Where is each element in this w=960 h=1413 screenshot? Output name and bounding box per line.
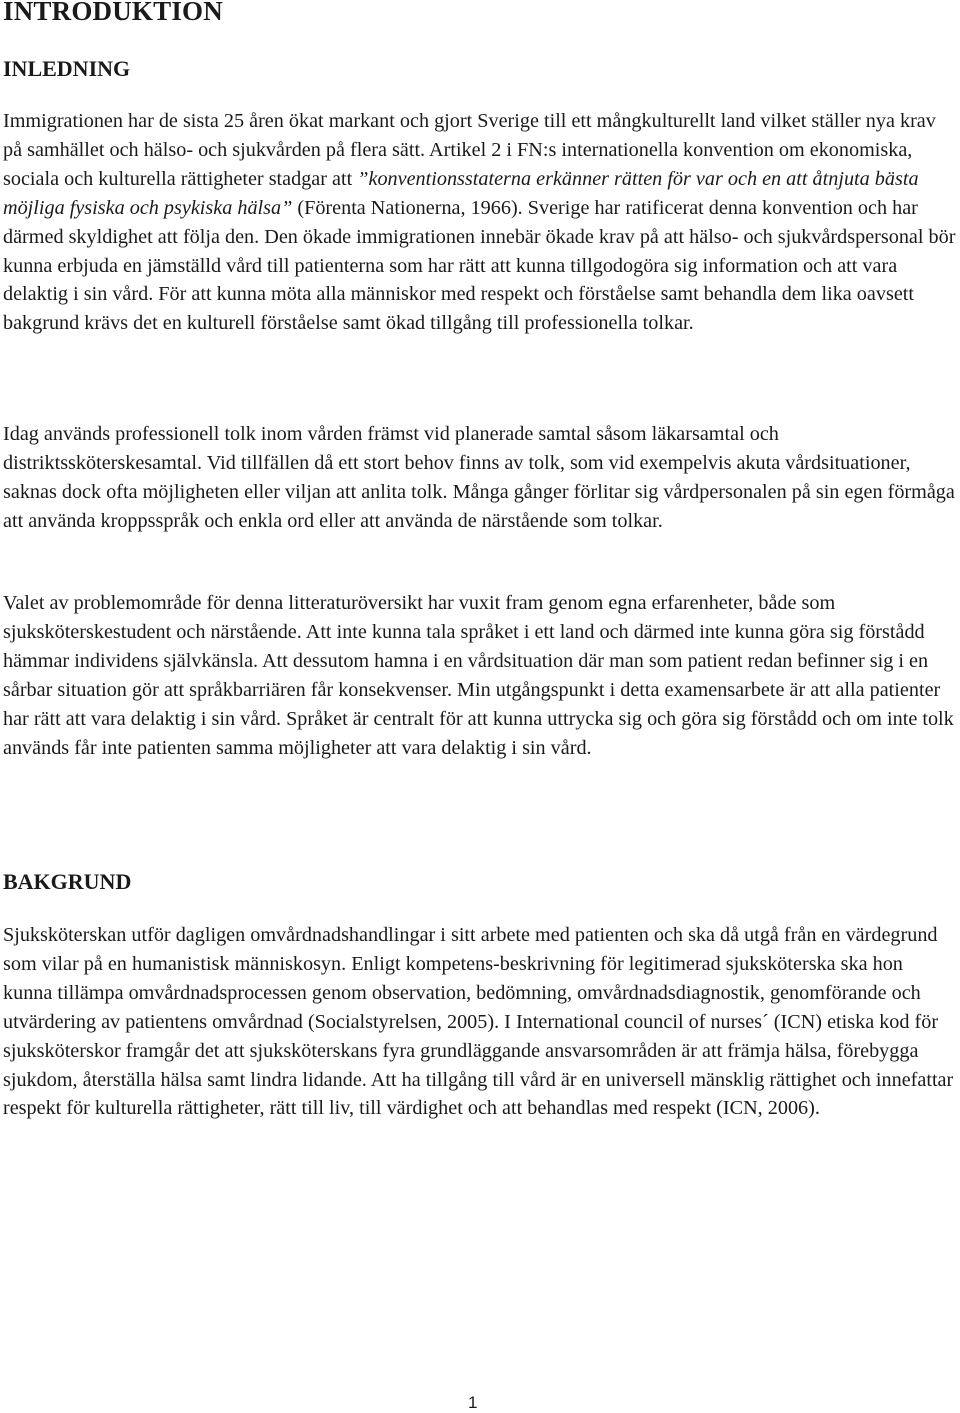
paragraph-text: (Förenta Nationerna, 1966). Sverige har ratificerat denna konvention och har därmed skyldighet att följa den. Den ökade immigrationen innebär ökade krav på att hälso- och sjukvårdspersonal bör kunna erbjuda en jämställd vård till patienterna som har rätt att kunna tillgodogöra sig information och att vara delaktig i sin vård. För att kunna möta alla människor med respekt och förståelse samt behandla dem lika oavsett bakgrund krävs det en kulturell förståelse samt ökad tillgång till professionella tolkar. — [3, 196, 956, 335]
convention-quote: ”konventionsstaterna erkänner rätten för var och en att åtnjuta bästa möjliga fysiska och psykiska hälsa” — [3, 167, 919, 219]
paragraph-problem-area: Valet av problemområde för denna litteraturöversikt har vuxit fram genom egna erfarenheter, både som sjuksköterskestudent och närstående. Att inte kunna tala språket i ett land och därmed inte kunna göra sig förstådd hämmar individens självkänsla. Att dessutom hamna i en vårdsituation där man som patient redan befinner sig i en sårbar situation gör att språkbarriären får konsekvenser. Min utgångspunkt i detta examensarbete är att alla patienter har rätt att vara delaktig i sin vård. Språket är centralt för att kunna uttrycka sig och göra sig förstådd och om inte tolk används får inte patienten samma möjligheter att vara delaktig i sin vård. — [3, 592, 954, 759]
section-heading-inledning: INLEDNING — [3, 56, 131, 81]
section-heading-bakgrund: BAKGRUND — [3, 869, 132, 894]
page-number: 1 — [468, 1393, 478, 1412]
paragraph-interpreter-use: Idag används professionell tolk inom vården främst vid planerade samtal såsom läkarsamtal och distriktssköterskesamtal. Vid tillfällen då ett stort behov finns av tolk, som vid exempelvis akuta vårdsituationer, saknas dock ofta möjligheten eller viljan att anlita tolk. Många gånger förlitar sig vårdpersonalen på sin egen förmåga att använda kroppsspråk och enkla ord eller att använda de närstående som tolkar. — [3, 423, 955, 532]
paragraph-text: Immigrationen har de sista 25 åren ökat markant och gjort Sverige till ett mångkulturellt land vilket ställer nya krav på samhället och hälso- och sjukvården på flera sätt. Artikel 2 i FN:s internationella konvention om ekonomiska, sociala och kulturella rättigheter stadgar att — [3, 110, 936, 190]
page-title: INTRODUKTION — [3, 0, 223, 26]
paragraph-nursing-background: Sjuksköterskan utför dagligen omvårdnadshandlingar i sitt arbete med patienten och ska då utgå från en värdegrund som vilar på en humanistisk människosyn. Enligt kompetens-beskrivning för legitimerad sjuksköterska ska hon kunna tillämpa omvårdnadsprocessen genom observation, bedömning, omvårdnadsdiagnostik, genomförande och utvärdering av patientens omvårdnad (Socialstyrelsen, 2005). I International council of nurses´ (ICN) etiska kod för sjuksköterskor framgår det att sjuksköterskans fyra grundläggande ansvarsområden är att främja hälsa, förebygga sjukdom, återställa hälsa samt lindra lidande. Att ha tillgång till vård är en universell mänsklig rättighet och innefattar respekt för kulturella rättigheter, rätt till liv, till värdighet och att behandlas med respekt (ICN, 2006). — [3, 924, 954, 1120]
paragraph-immigration — [3, 107, 957, 338]
